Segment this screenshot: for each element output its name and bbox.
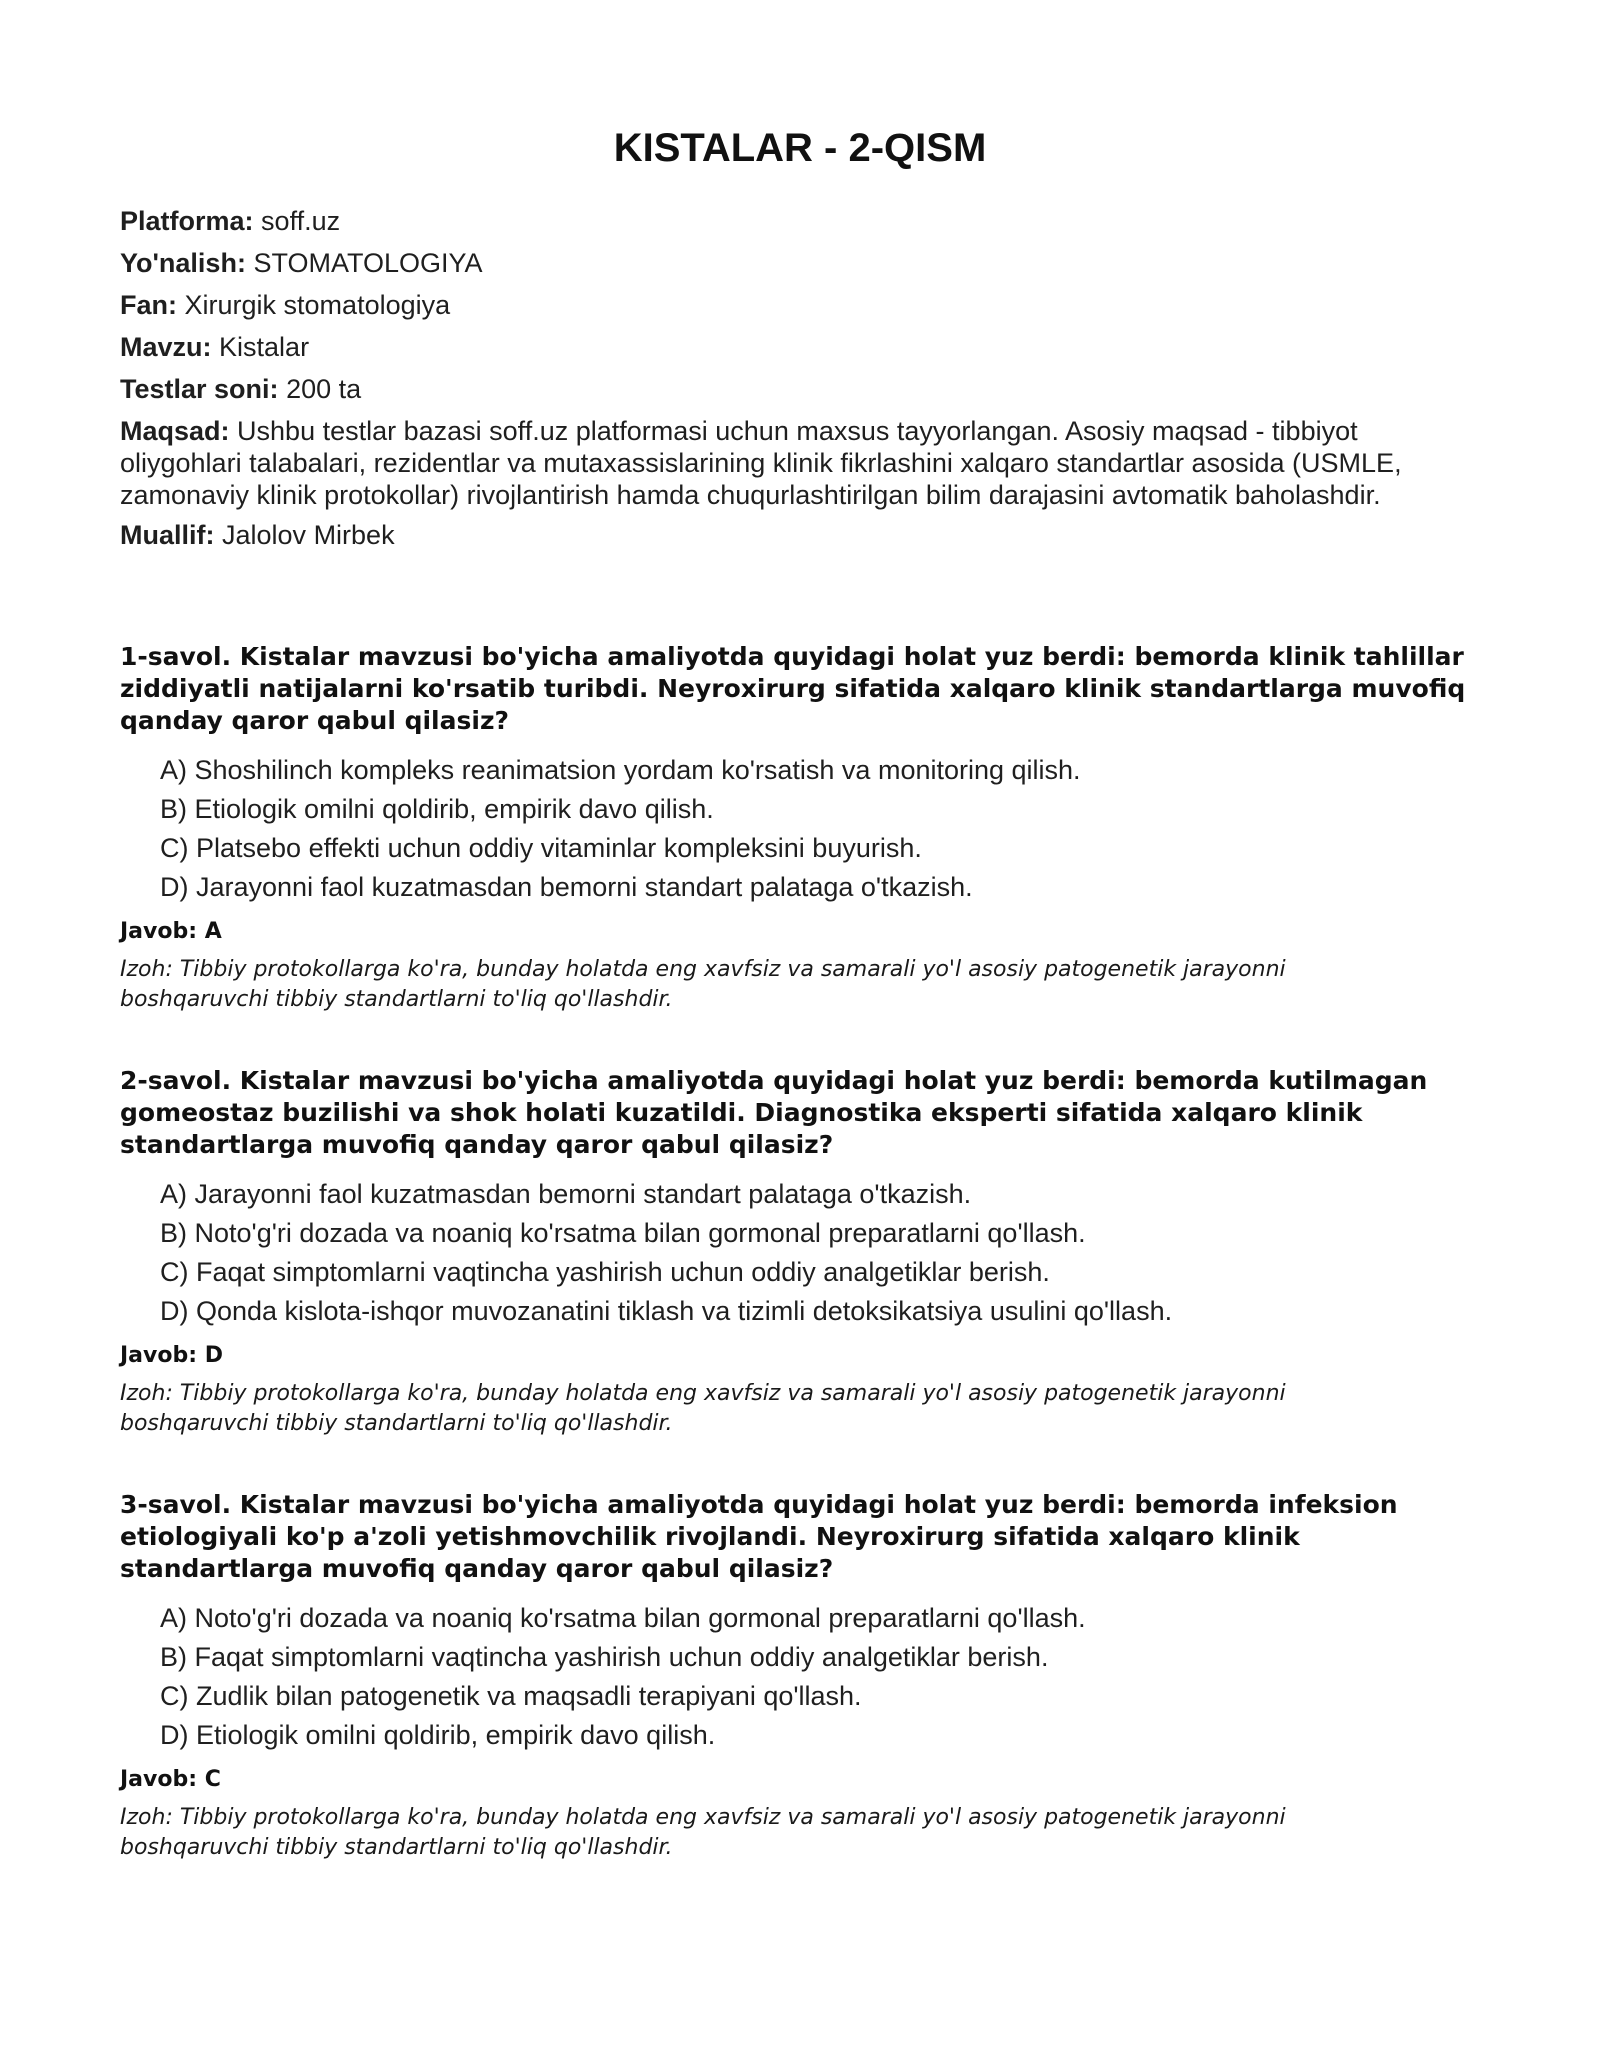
meta-subject-value: Xirurgik stomatologiya xyxy=(184,290,451,320)
option-c: C) Faqat simptomlarni vaqtincha yashirish uchun oddiy analgetiklar berish. xyxy=(160,1257,1050,1287)
meta-goal-value: Ushbu testlar bazasi soff.uz platformasi uchun maxsus tayyorlangan. Asosiy maqsad - tibbiyot oliygohlari talabalari, rezidentlar va mutaxassislarining klinik fikrlashini xalqaro standartlar asosida (USMLE, zamonaviy klinik protokollar) rivojlantirish hamda chuqurlashtirilgan bilim darajasini avtomatik baholashdir. xyxy=(120,416,1402,510)
meta-goal-label: Maqsad: xyxy=(120,416,230,446)
meta-topic-value: Kistalar xyxy=(219,332,310,362)
meta-topic xyxy=(120,331,1480,363)
answer-explanation: Izoh: Tibbiy protokollarga ko'ra, bunday holatda eng xavfsiz va samarali yo'l asosiy patogenetik jarayonni boshqaruvchi tibbiy standartlarni to'liq qo'llashdir. xyxy=(120,1805,1286,1860)
option-b: B) Faqat simptomlarni vaqtincha yashirish uchun oddiy analgetiklar berish. xyxy=(160,1642,1049,1672)
meta-goal xyxy=(120,415,1480,511)
meta-subject-label: Fan: xyxy=(120,290,177,320)
meta-author xyxy=(120,519,1480,551)
option-c: C) Zudlik bilan patogenetik va maqsadli terapiyani qo'llash. xyxy=(160,1681,862,1711)
option-a: A) Noto'g'ri dozada va noaniq ko'rsatma bilan gormonal preparatlarni qo'llash. xyxy=(160,1603,1086,1633)
option-a: A) Shoshilinch kompleks reanimatsion yordam ko'rsatish va monitoring qilish. xyxy=(160,755,1081,785)
question-block xyxy=(120,641,1480,1015)
option-d: D) Qonda kislota-ishqor muvozanatini tiklash va tizimli detoksikatsiya usulini qo'llash. xyxy=(160,1296,1173,1326)
document-meta xyxy=(120,205,1480,551)
option-d: D) Jarayonni faol kuzatmasdan bemorni standart palataga o'tkazish. xyxy=(160,872,973,902)
meta-platform xyxy=(120,205,1480,237)
meta-topic-label: Mavzu: xyxy=(120,332,212,362)
meta-direction-value: STOMATOLOGIYA xyxy=(253,248,483,278)
question-text: 1-savol. Kistalar mavzusi bo'yicha amaliyotda quyidagi holat yuz berdi: bemorda klinik tahlillar ziddiyatli natijalarni ko'rsatib turibdi. Neyroxirurg sifatida xalqaro klinik standartlarga muvofiq qanday qaror qabul qilasiz? xyxy=(120,642,1466,735)
answer-key: Javob: C xyxy=(120,1767,221,1792)
option-c: C) Platsebo effekti uchun oddiy vitaminlar kompleksini buyurish. xyxy=(160,833,922,863)
option-list xyxy=(160,1175,1480,1331)
meta-platform-value: soff.uz xyxy=(261,206,341,236)
answer-explanation: Izoh: Tibbiy protokollarga ko'ra, bunday holatda eng xavfsiz va samarali yo'l asosiy patogenetik jarayonni boshqaruvchi tibbiy standartlarni to'liq qo'llashdir. xyxy=(120,957,1286,1012)
option-list xyxy=(160,751,1480,907)
meta-test-count-value: 200 ta xyxy=(286,374,362,404)
option-a: A) Jarayonni faol kuzatmasdan bemorni standart palataga o'tkazish. xyxy=(160,1179,972,1209)
option-d: D) Etiologik omilni qoldirib, empirik davo qilish. xyxy=(160,1720,716,1750)
option-b: B) Noto'g'ri dozada va noaniq ko'rsatma bilan gormonal preparatlarni qo'llash. xyxy=(160,1218,1086,1248)
meta-direction xyxy=(120,247,1480,279)
meta-subject xyxy=(120,289,1480,321)
document-title: KISTALAR - 2-QISM xyxy=(613,126,987,170)
meta-direction-label: Yo'nalish: xyxy=(120,248,246,278)
option-list xyxy=(160,1599,1480,1755)
question-text: 3-savol. Kistalar mavzusi bo'yicha amaliyotda quyidagi holat yuz berdi: bemorda infeksion etiologiyali ko'p a'zoli yetishmovchilik rivojlandi. Neyroxirurg sifatida xalqaro klinik standartlarga muvofiq qanday qaror qabul qilasiz? xyxy=(120,1490,1398,1583)
meta-test-count xyxy=(120,373,1480,405)
option-b: B) Etiologik omilni qoldirib, empirik davo qilish. xyxy=(160,794,714,824)
meta-author-label: Muallif: xyxy=(120,520,215,550)
question-text: 2-savol. Kistalar mavzusi bo'yicha amaliyotda quyidagi holat yuz berdi: bemorda kutilmagan gomeostaz buzilishi va shok holati kuzatildi. Diagnostika eksperti sifatida xalqaro klinik standartlarga muvofiq qanday qaror qabul qilasiz? xyxy=(120,1066,1428,1159)
answer-key: Javob: A xyxy=(120,919,222,944)
meta-author-value: Jalolov Mirbek xyxy=(222,520,395,550)
questions-list xyxy=(120,641,1480,1863)
answer-key: Javob: D xyxy=(120,1343,223,1368)
question-block xyxy=(120,1065,1480,1439)
answer-explanation: Izoh: Tibbiy protokollarga ko'ra, bunday holatda eng xavfsiz va samarali yo'l asosiy patogenetik jarayonni boshqaruvchi tibbiy standartlarni to'liq qo'llashdir. xyxy=(120,1381,1286,1436)
meta-test-count-label: Testlar soni: xyxy=(120,374,279,404)
question-block xyxy=(120,1489,1480,1863)
meta-platform-label: Platforma: xyxy=(120,206,254,236)
